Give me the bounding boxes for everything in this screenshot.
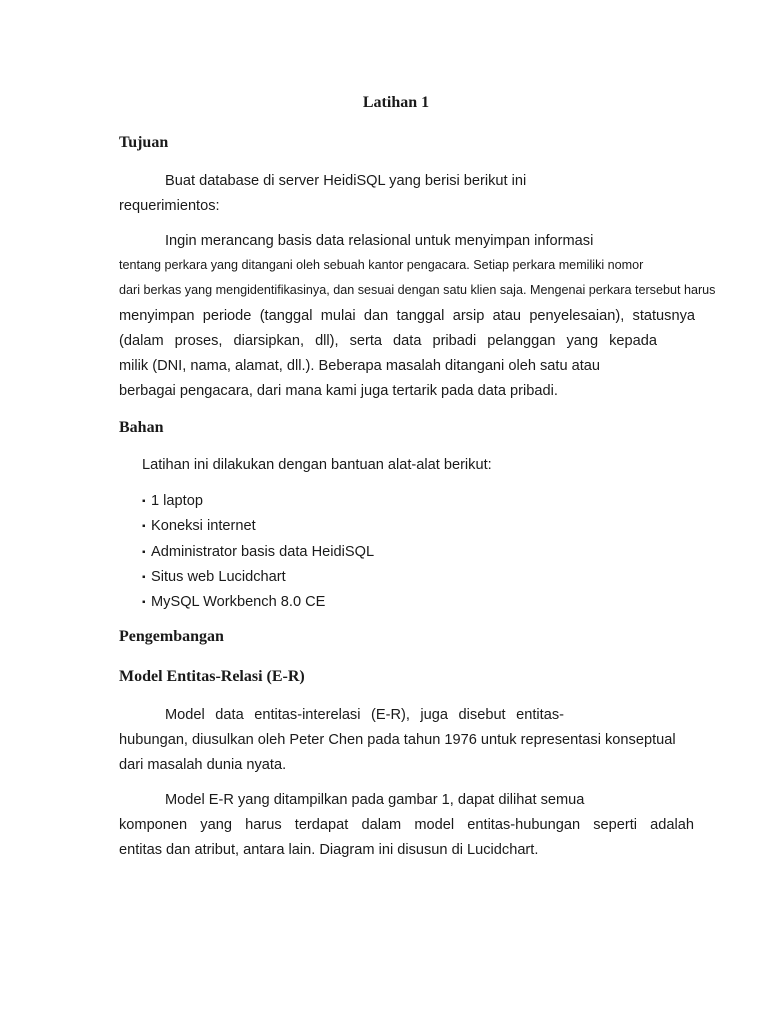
paragraph-line: Model E-R yang ditampilkan pada gambar 1, dapat dilihat semua: [165, 792, 585, 808]
list-item: ▪ 1 laptop: [142, 489, 374, 514]
paragraph-line: requerimientos:: [119, 198, 220, 214]
section-heading-bahan: Bahan: [119, 419, 164, 436]
bullet-icon: ▪: [142, 546, 146, 558]
paragraph-line: dari masalah dunia nyata.: [119, 757, 287, 773]
paragraph-line: tentang perkara yang ditangani oleh sebuah kantor pengacara. Setiap perkara memiliki nomor: [119, 258, 644, 272]
paragraph-line: komponen yang harus terdapat dalam model entitas-hubungan seperti adalah: [119, 817, 694, 833]
paragraph-line: Model data entitas-interelasi (E-R), juga disebut entitas-: [165, 707, 564, 723]
bullet-icon: ▪: [142, 521, 146, 533]
paragraph-line: berbagai pengacara, dari mana kami juga tertarik pada data pribadi.: [119, 383, 558, 399]
paragraph-line: milik (DNI, nama, alamat, dll.). Beberapa masalah ditangani oleh satu atau: [119, 358, 601, 374]
section-heading-tujuan: Tujuan: [119, 134, 169, 151]
bahan-intro: Latihan ini dilakukan dengan bantuan alat-alat berikut:: [142, 457, 492, 473]
list-item: ▪ Koneksi internet: [142, 514, 374, 539]
paragraph-line: menyimpan periode (tanggal mulai dan tanggal arsip atau penyelesaian), statusnya: [119, 308, 695, 324]
section-heading-pengembangan: Pengembangan: [119, 628, 224, 645]
paragraph-line: (dalam proses, diarsipkan, dll), serta data pribadi pelanggan yang kepada: [119, 333, 657, 349]
document-title: Latihan 1: [362, 94, 430, 111]
section-heading-model-er: Model Entitas-Relasi (E-R): [119, 668, 305, 685]
bullet-icon: ▪: [142, 571, 146, 583]
materials-list: [142, 489, 374, 615]
list-item: ▪ Administrator basis data HeidiSQL: [142, 540, 374, 565]
list-item: ▪ MySQL Workbench 8.0 CE: [142, 590, 374, 615]
paragraph-line: entitas dan atribut, antara lain. Diagram ini disusun di Lucidchart.: [119, 842, 539, 858]
paragraph-line: hubungan, diusulkan oleh Peter Chen pada tahun 1976 untuk representasi konseptual: [119, 732, 676, 748]
paragraph-line: Buat database di server HeidiSQL yang berisi berikut ini: [165, 173, 527, 189]
paragraph-line: Ingin merancang basis data relasional untuk menyimpan informasi: [165, 233, 594, 249]
list-item: ▪ Situs web Lucidchart: [142, 565, 374, 590]
paragraph-line: dari berkas yang mengidentifikasinya, dan sesuai dengan satu klien saja. Mengenai perkara tersebut harus: [119, 283, 716, 297]
bullet-icon: ▪: [142, 597, 146, 609]
bullet-icon: ▪: [142, 496, 146, 507]
